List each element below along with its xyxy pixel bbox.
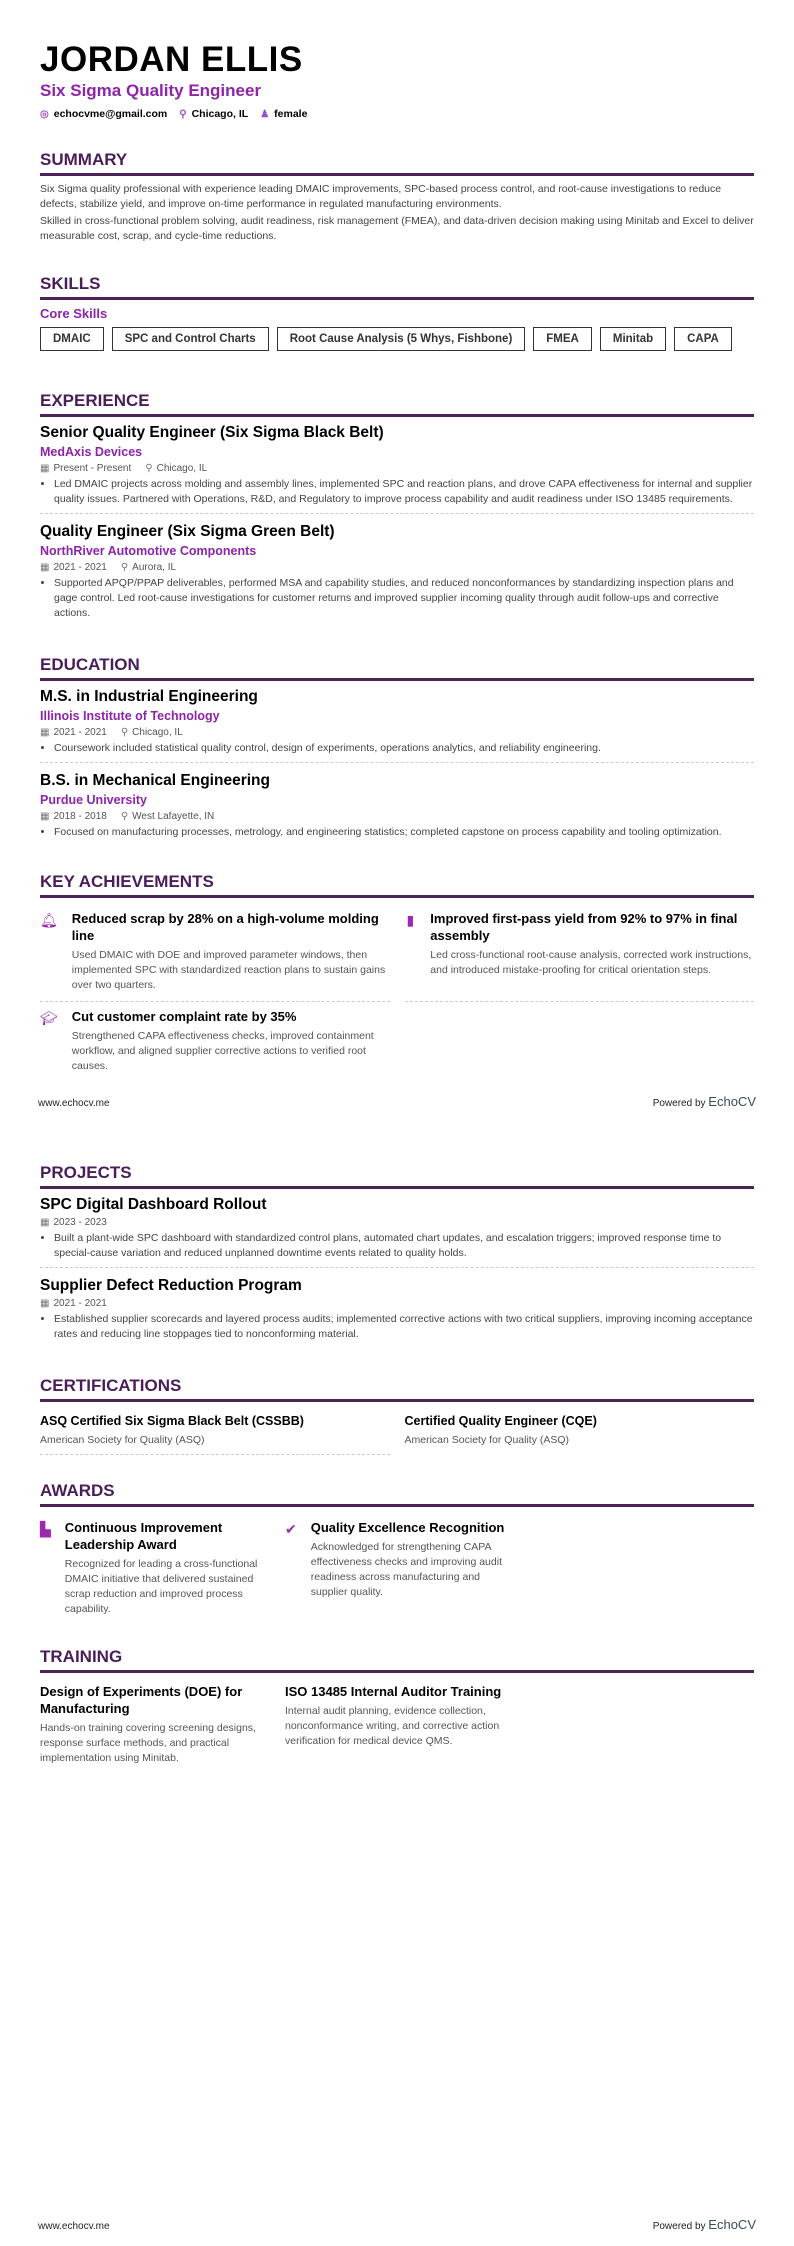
location-pin-icon: ⚲: [120, 727, 129, 738]
achievement-desc: Used DMAIC with DOE and improved parameter windows, then implemented SPC with standardized reaction plans to sustain gains over two quarters.: [71, 949, 386, 991]
training-title: ISO 13485 Internal Auditor Training: [285, 1684, 502, 1699]
calendar-icon: ▦: [40, 1298, 50, 1309]
awards-section: [40, 1481, 754, 1625]
brand-logo: EchoCV: [708, 2217, 756, 2232]
training-desc: Hands-on training covering screening designs, response surface methods, and practical implementation using Minitab.: [40, 1722, 256, 1764]
summary-section: [40, 150, 754, 244]
entry-title: B.S. in Mechanical Engineering: [40, 772, 270, 789]
certification-item: [40, 1408, 390, 1455]
entry-bullet: • Focused on manufacturing processes, metrology, and engineering statistics; completed capstone on process capability and tooling optimization.: [54, 825, 754, 840]
training-section: [40, 1647, 754, 1774]
bell-icon: 🔔︎: [40, 912, 58, 928]
skill-tag: DMAIC: [40, 327, 104, 351]
experience-entry: [40, 423, 754, 513]
email[interactable]: echocvme@gmail.com: [53, 108, 168, 120]
section-heading: TRAINING: [40, 1647, 754, 1673]
achievements-section: [40, 872, 754, 1082]
achievement-title: Cut customer complaint rate by 35%: [71, 1009, 297, 1024]
achievement-item: [40, 1002, 390, 1082]
skill-tags: [40, 327, 754, 351]
check-badge-icon: ✔: [285, 1521, 297, 1537]
entry-dates: 2021 - 2021: [53, 562, 107, 573]
section-heading: EXPERIENCE: [40, 391, 754, 417]
skill-tag: Root Cause Analysis (5 Whys, Fishbone): [277, 327, 526, 351]
calendar-icon: ▦: [40, 811, 50, 822]
cert-title: ASQ Certified Six Sigma Black Belt (CSSBB): [40, 1414, 304, 1428]
award-desc: Acknowledged for strengthening CAPA effectiveness checks and improving audit readiness across manufacturing and supplier quality.: [310, 1541, 502, 1598]
calendar-icon: ▦: [40, 463, 50, 474]
experience-section: [40, 391, 754, 627]
entry-dates: 2021 - 2021: [53, 727, 107, 738]
summary-paragraph: Skilled in cross-functional problem solving, audit readiness, risk management (FMEA), and data-driven decision making using Minitab and Excel to deliver measurable cost, scrap, and cycle-time reductions.: [40, 215, 754, 242]
section-heading: SKILLS: [40, 274, 754, 300]
entry-title: Quality Engineer (Six Sigma Green Belt): [40, 523, 335, 540]
entry-bullet: • Coursework included statistical quality control, design of experiments, operations analytics, and reliability engineering.: [54, 741, 754, 756]
bookmark-icon: ▮: [406, 912, 415, 928]
skills-section: [40, 274, 754, 351]
entry-location: West Lafayette, IN: [132, 811, 215, 822]
entry-bullet: • Established supplier scorecards and layered process audits; implemented corrective actions with two critical suppliers, improving incoming acceptance rates and reducing line stoppages tied to nonconforming material.: [54, 1312, 754, 1342]
gender: female: [274, 108, 308, 120]
candidate-name: JORDAN ELLIS: [40, 40, 303, 79]
page-footer: [38, 1094, 756, 1109]
skill-tag: SPC and Control Charts: [112, 327, 269, 351]
calendar-icon: ▦: [40, 727, 50, 738]
cert-title: Certified Quality Engineer (CQE): [404, 1414, 597, 1428]
section-heading: EDUCATION: [40, 655, 754, 681]
location: Chicago, IL: [191, 108, 249, 120]
training-title: Design of Experiments (DOE) for Manufacturing: [40, 1684, 243, 1716]
projects-section: [40, 1163, 754, 1348]
award-item: [285, 1513, 515, 1625]
award-title: Continuous Improvement Leadership Award: [64, 1520, 223, 1552]
education-section: [40, 655, 754, 846]
entry-title: M.S. in Industrial Engineering: [40, 688, 258, 705]
entry-location: Chicago, IL: [156, 463, 208, 474]
location-pin-icon: ⚲: [120, 562, 129, 573]
entry-title: SPC Digital Dashboard Rollout: [40, 1196, 267, 1213]
achievement-item: [405, 904, 755, 1002]
summary-paragraph: Six Sigma quality professional with experience leading DMAIC improvements, SPC-based process control, and root-cause investigations to reduce defects, stabilize yield, and improve on-time performance in regulated manufacturing environments.: [40, 183, 722, 210]
award-item: [40, 1513, 270, 1625]
entry-bullet: • Built a plant-wide SPC dashboard with standardized control plans, automated chart updates, and escalation triggers; improved response time to special-cause variation and reduced unplanned downtime events related to quality holds.: [54, 1231, 754, 1261]
section-heading: AWARDS: [40, 1481, 754, 1507]
award-title: Quality Excellence Recognition: [310, 1520, 505, 1535]
experience-entry: [40, 513, 754, 627]
brand-logo: EchoCV: [708, 1094, 756, 1109]
location-pin-icon: ⚲: [179, 109, 187, 120]
page-2: [0, 1123, 794, 2246]
file-icon: ▙: [40, 1521, 51, 1537]
achievement-item: [40, 904, 390, 1002]
entry-dates: Present - Present: [53, 463, 132, 474]
award-desc: Recognized for leading a cross-functional DMAIC initiative that delivered sustained scrap reduction and improved process capability.: [64, 1558, 258, 1615]
section-heading: SUMMARY: [40, 150, 754, 176]
education-entry: [40, 687, 754, 762]
entry-org: Illinois Institute of Technology: [40, 709, 220, 723]
skill-tag: Minitab: [600, 327, 666, 351]
section-heading: CERTIFICATIONS: [40, 1376, 754, 1402]
entry-bullet: • Led DMAIC projects across molding and assembly lines, implemented SPC and reaction plans, and drove CAPA effectiveness for internal and supplier quality issues. Partnered with Operations, R&D, and Regulatory to improve process capability and audit readiness under ISO 13485 requirements.: [54, 477, 754, 507]
calendar-icon: ▦: [40, 562, 50, 573]
skill-tag: CAPA: [674, 327, 732, 351]
calendar-icon: ▦: [40, 1217, 50, 1228]
cert-issuer: American Society for Quality (ASQ): [40, 1434, 205, 1446]
training-item: [40, 1679, 270, 1774]
entry-org: MedAxis Devices: [40, 445, 143, 459]
entry-location: Aurora, IL: [132, 562, 177, 573]
entry-dates: 2021 - 2021: [53, 1298, 107, 1309]
location-pin-icon: ⚲: [120, 811, 129, 822]
entry-dates: 2023 - 2023: [53, 1217, 107, 1228]
project-entry: [40, 1267, 754, 1348]
powered-by: Powered by: [652, 1098, 706, 1109]
achievement-desc: Led cross-functional root-cause analysis, corrected work instructions, and introduced mistake-proofing for critical orientation steps.: [430, 949, 752, 976]
education-entry: [40, 762, 754, 846]
certifications-section: [40, 1376, 754, 1455]
training-desc: Internal audit planning, evidence collection, nonconformance writing, and corrective action verification for medical device QMS.: [285, 1705, 500, 1747]
skill-group-title: Core Skills: [40, 306, 108, 321]
entry-dates: 2018 - 2018: [53, 811, 107, 822]
section-heading: KEY ACHIEVEMENTS: [40, 872, 754, 898]
email-icon: ◎: [40, 109, 49, 120]
site-link[interactable]: www.echocv.me: [38, 1098, 110, 1109]
certification-item: [405, 1408, 755, 1455]
candidate-title: Six Sigma Quality Engineer: [40, 81, 262, 100]
entry-title: Supplier Defect Reduction Program: [40, 1277, 302, 1294]
achievement-desc: Strengthened CAPA effectiveness checks, improved containment workflow, and aligned supplier corrective actions to verified root causes.: [71, 1030, 374, 1072]
person-icon: ♟: [260, 109, 270, 120]
achievement-title: Improved first-pass yield from 92% to 97% in final assembly: [430, 911, 738, 943]
project-entry: [40, 1195, 754, 1267]
entry-location: Chicago, IL: [132, 727, 183, 738]
section-heading: PROJECTS: [40, 1163, 754, 1189]
cert-issuer: American Society for Quality (ASQ): [404, 1434, 570, 1446]
powered-by: Powered by: [652, 2221, 706, 2232]
entry-org: NorthRiver Automotive Components: [40, 544, 257, 558]
site-link[interactable]: www.echocv.me: [38, 2221, 110, 2232]
skill-tag: FMEA: [533, 327, 592, 351]
location-pin-icon: ⚲: [145, 463, 153, 474]
page-footer: [38, 2217, 756, 2232]
entry-org: Purdue University: [40, 793, 147, 807]
contact-line: [40, 108, 754, 120]
achievement-title: Reduced scrap by 28% on a high-volume molding line: [71, 911, 379, 943]
graduation-cap-icon: 🎓︎: [40, 1010, 58, 1026]
entry-title: Senior Quality Engineer (Six Sigma Black Belt): [40, 424, 384, 441]
training-item: [285, 1679, 515, 1774]
entry-bullet: • Supported APQP/PPAP deliverables, performed MSA and capability studies, and reduced nonconformances by standardizing inspection plans and gage control. Led root-cause investigations for customer returns and improved supplier incoming quality through audit follow-ups and corrective actions.: [54, 576, 754, 621]
